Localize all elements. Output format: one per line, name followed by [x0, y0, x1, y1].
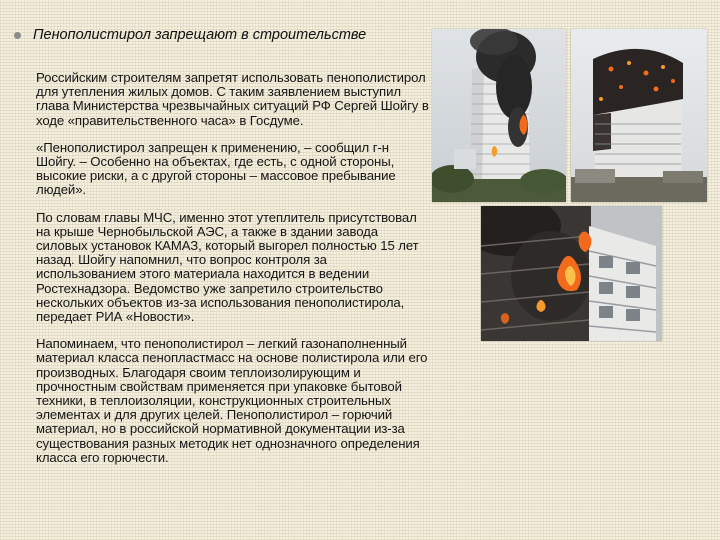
burning-tower-photo-2 — [571, 29, 707, 202]
burning-tower-photo-1 — [432, 29, 566, 202]
burning-tower-image-2 — [571, 29, 707, 202]
paragraph-4: Напоминаем, что пенополистирол – легкий газонаполненный материал класса пенопластмасс на основе полистирола или его производных. Благодаря своим теплоизолирующим и прочностным свойствам применяется при упаковке бытовой техники, в теплоизоляции, конструкционных строительных элементах и для других целей. Пенополистирол – горючий материал, но в российской нормативной документации из-за существования разных методик нет однозначного определения класса его горючести. — [36, 336, 428, 465]
paragraph-2: «Пенополистирол запрещен к применению, – сообщил г-н Шойгу. – Особенно на объектах, где есть, с одной стороны, высокие риски, а с другой стороны – массовое пребывание людей». — [36, 139, 396, 198]
bullet-icon — [14, 32, 21, 39]
burning-tower-image-1 — [432, 29, 566, 202]
burning-facade-image — [481, 206, 662, 341]
slide-title: Пенополистирол запрещают в строительстве — [33, 27, 367, 43]
paragraph-1: Российским строителям запретят использовать пенополистирол для утепления жилых домов. С таким заявлением выступил глава Министерства чрезвычайных ситуаций РФ Сергей Шойгу в ходе «правительственного часа» в Госдуме. — [36, 70, 429, 128]
body-text — [36, 71, 430, 478]
paragraph-3: По словам главы МЧС, именно этот утеплитель присутствовал на крыше Чернобыльской АЭС, а также в здании завода силовых установок КАМАЗ, который выгорел полностью 15 лет назад. Шойгу напомнил, что вопрос контроля за использованием этого материала находится в ведении Ростехнадзора. Ведомство уже запретило строительство нескольких объектов из-за использования пенополистирола, передает РИА «Новости». — [36, 209, 419, 325]
title-bullet-row — [14, 26, 424, 44]
burning-facade-photo — [481, 206, 662, 341]
